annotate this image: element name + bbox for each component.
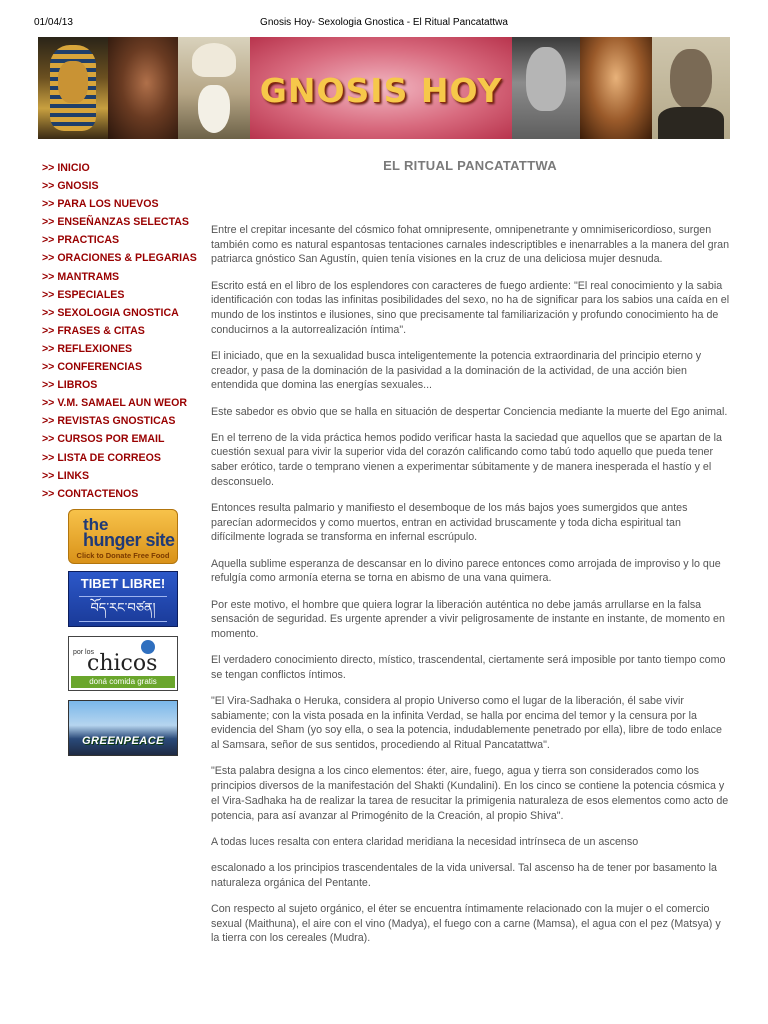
article-paragraph: Aquella sublime esperanza de descansar en lo divino parece entonces como arrojada de improviso y lo que refulgía como armonía eterna se torna en abismo de una vana quimera. [211,557,721,585]
nav-link-inicio[interactable]: >> INICIO [42,162,90,174]
nav-link-practicas[interactable]: >> PRACTICAS [42,234,120,247]
nav-link-links[interactable]: >> LINKS [42,469,90,482]
woman-portrait-image [108,37,178,139]
chicos-badge-line3: doná comida gratis [71,676,175,688]
article-paragraph: El verdadero conocimiento directo, místico, trascendental, ciertamente será imposible por tanto tiempo como se tengan conflictos íntimos. [211,654,726,681]
nav-link-cursos-por-email[interactable]: >> CURSOS POR EMAIL [42,433,165,446]
hunger-badge-line1: the [83,515,109,534]
man-portrait-image [652,37,730,139]
hunger-badge-line3: Click to Donate Free Food [76,551,170,560]
pharaoh-mask-image [38,37,108,139]
banner-logo [250,37,512,139]
sidebar-nav [42,159,212,503]
print-date: 01/04/13 [34,17,73,28]
chicos-badge-line2: chicos [87,651,158,676]
nav-link-para-los-nuevos[interactable]: >> PARA LOS NUEVOS [42,198,159,211]
tibet-badge-line2: བོད་རང་བཙན། [79,596,167,622]
hunger-badge-line2: hunger site [83,530,175,550]
sage-portrait-image [178,37,250,139]
article-paragraph: Con respecto al sujeto orgánico, el éter se encuentra íntimamente relacionado con la mujer o el comercio sexual (Maithuna), el aire con el vino (Madya), el fuego con a carne (Mamsa), el agua con el pez (Matsya) y la tierra con los cereales (Mudra). [211,902,721,945]
tibet-libre-badge[interactable] [68,571,178,627]
nav-link-sexologia-gnostica[interactable]: >> SEXOLOGIA GNOSTICA [42,306,179,319]
article-body [211,223,731,957]
nav-link-conferencias[interactable]: >> CONFERENCIAS [42,361,143,374]
tibet-badge-line1: TIBET LIBRE! [80,576,166,591]
jesus-portrait-image [580,37,652,139]
brand-title: GNOSIS HOY [259,71,503,110]
nav-link-frases-citas[interactable]: >> FRASES & CITAS [42,324,145,337]
chicos-badge-line1: por los [73,649,95,656]
nav-link-revistas-gnosticas[interactable]: >> REVISTAS GNOSTICAS [42,415,176,428]
nav-link-contactenos[interactable]: >> CONTACTENOS [42,487,139,500]
article-paragraph: Este sabedor es obvio que se halla en situación de despertar Conciencia mediante la muerte del Ego animal. [211,405,728,418]
article-paragraph: Por este motivo, el hombre que quiera lograr la liberación auténtica no debe jamás arrullarse en la falsa sensación de seguridad. Es urgente aprender a vivir peligrosamente de instante en instante, de momento en momento. [211,598,725,640]
nav-link-oraciones-plegarias[interactable]: >> ORACIONES & PLEGARIAS [42,252,197,265]
print-header [0,17,768,31]
greenpeace-badge-label: GREENPEACE [81,735,165,747]
article-paragraph: Entre el crepitar incesante del cósmico fohat omnipresente, omnipenetrante y omnimisericordioso, surgen también como es natural espantosas tentaciones carnales indescriptibles e inenarrables a la manera del gran patriarca gnóstico San Agustín, quien tenía visiones en la cruz de una deliciosa mujer desnuda. [211,224,730,266]
buddha-statue-image [512,37,580,139]
site-banner[interactable] [38,37,730,139]
article-paragraph: En el terreno de la vida práctica hemos podido verificar hasta la saciedad que aquellos que se apartan de la cuestión sexual para vivir la superior vida del corazón calificando como tabú todo aquello que pueda tener saber erótico, tarde o temprano vienen a experimentar súbitamente y de manera inesperada el hastío y el desconsuelo. [211,431,722,488]
nav-link-ensenanzas-selectas[interactable]: >> ENSEÑANZAS SELECTAS [42,216,189,229]
nav-link-gnosis[interactable]: >> GNOSIS [42,180,99,193]
greenpeace-badge[interactable] [68,700,178,756]
por-los-chicos-badge[interactable] [68,636,178,691]
nav-link-especiales[interactable]: >> ESPECIALES [42,288,125,301]
article-paragraph: "Esta palabra designa a los cinco elementos: éter, aire, fuego, agua y tierra son considerados como los principios diversos de la manifestación del Shakti (Kundalini). En los cinco se contiene la potencia cósmica y el Vira-Sadhaka ha de realizar la tarea de resucitar la primigenia naturaleza de esos elementos como acto de potencia, para así avanzar al Primogénito de la Creación, al propio Shiva". [211,765,729,822]
print-page-title: Gnosis Hoy- Sexologia Gnostica - El Ritual Pancatattwa [260,17,508,28]
article-paragraph: Entonces resulta palmario y manifiesto el desemboque de los más bajos yoes sumergidos que antes parecían adormecidos y como muertos, entran en actividad bruscamente y toda dicha espiritual tan difícilmente lograda se transforma en infernal escrúpulo. [211,502,688,544]
nav-link-mantrams[interactable]: >> MANTRAMS [42,270,120,283]
nav-link-lista-de-correos[interactable]: >> LISTA DE CORREOS [42,451,161,464]
article-paragraph: A todas luces resalta con entera claridad meridiana la necesidad intrínseca de un ascenso [211,835,639,848]
nav-link-samael-aun-weor[interactable]: >> V.M. SAMAEL AUN WEOR [42,397,188,410]
hunger-site-badge[interactable] [68,509,178,564]
nav-link-libros[interactable]: >> LIBROS [42,379,98,392]
article-paragraph: Escrito está en el libro de los esplendores con caracteres de fuego ardiente: "El real conocimiento y la sabia identificación con todas las infinitas posibilidades del sexo, no ha de significar para los sabios una caída en el mundo de los instintos e ilusiones, sino que precisamente tal familiarización y profundo conocimiento ha de conducirnos a la autorrealización íntima". [211,279,730,336]
article-paragraph: "El Vira-Sadhaka o Heruka, considera al propio Universo como el lugar de la liberación, él sabe vivir sabiamente; con la vista posada en la infinita Verdad, se halla por encima del temor y la censura por la evidencia del Sham (yo soy ella, o sea la potencia, indudablemente penetrado por ella), libre de todo enlace al Samsara, señor de sus sentidos, procediendo al Ritual Pancatattwa". [211,695,722,752]
article-paragraph: escalonado a los principios trascendentales de la vida universal. Tal ascenso ha de tener por basamento la naturaleza orgánica del Pentante. [211,861,717,889]
article-title: EL RITUAL PANCATATTWA [383,158,557,173]
article-paragraph: El iniciado, que en la sexualidad busca inteligentemente la potencia extraordinaria del principio eterno y creador, y pasa de la dominación de la pasividad a la dominación de la actividad, de una acción bien entendida que domina las energías sexuales... [211,349,702,392]
nav-link-reflexiones[interactable]: >> REFLEXIONES [42,342,133,355]
